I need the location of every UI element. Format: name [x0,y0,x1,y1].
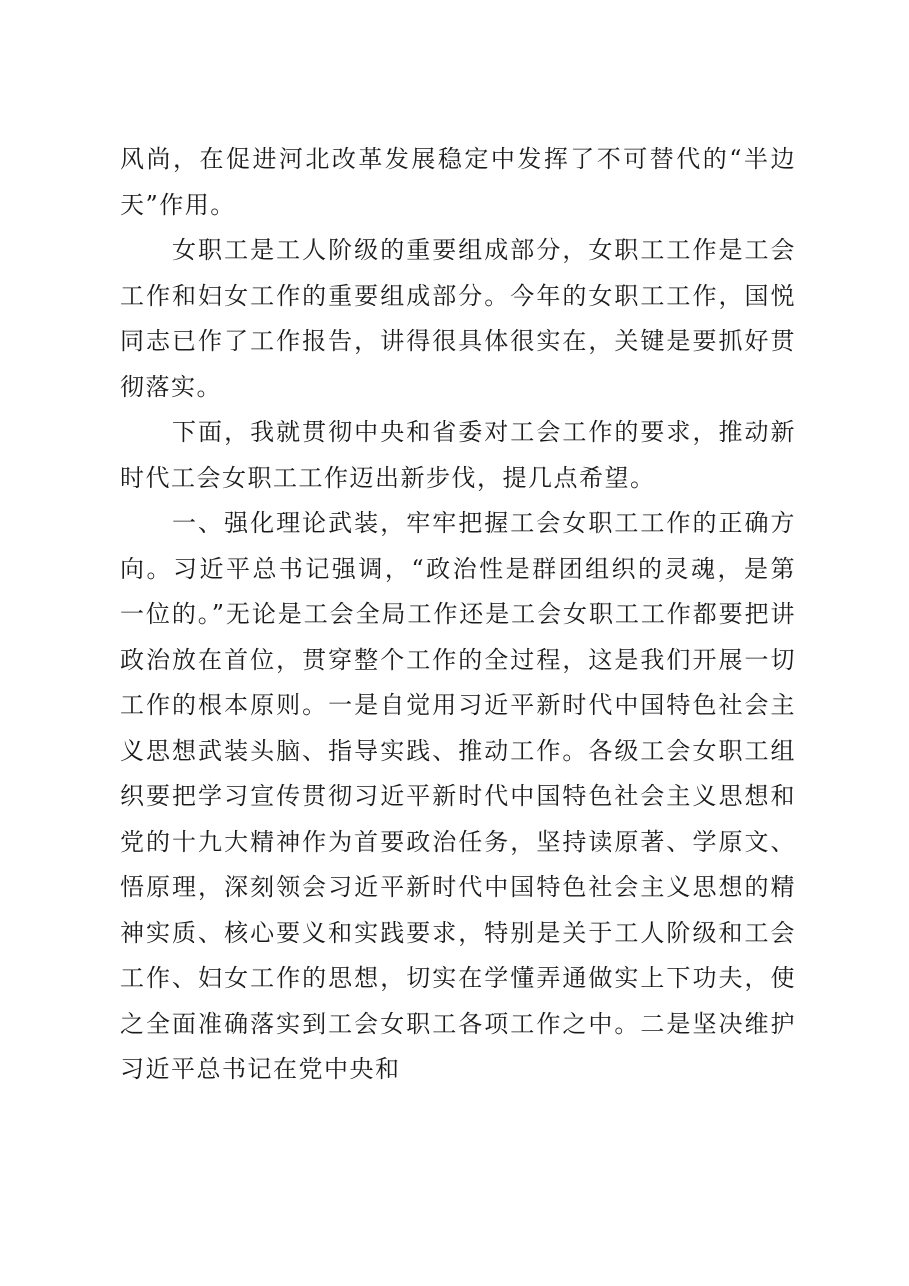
document-body [120,137,796,1093]
paragraph-3: 下面，我就贯彻中央和省委对工会工作的要求，推动新时代工会女职工工作迈出新步伐，提几点希望。 [120,418,796,492]
paragraph-4: 一、强化理论武装，牢牢把握工会女职工工作的正确方向。习近平总书记强调，“政治性是群团组织的灵魂，是第一位的。”无论是工会全局工作还是工会女职工工作都要把讲政治放在首位，贯穿整个工作的全过程，这是我们开展一切工作的根本原则。一是自觉用习近平新时代中国特色社会主义思想武装头脑、指导实践、推动工作。各级工会女职工组织要把学习宣传贯彻习近平新时代中国特色社会主义思想和党的十九大精神作为首要政治任务，坚持读原著、学原文、悟原理，深刻领会习近平新时代中国特色社会主义思想的精神实质、核心要义和实践要求，特别是关于工人阶级和工会工作、妇女工作的思想，切实在学懂弄通做实上下功夫，使之全面准确落实到工会女职工各项工作之中。二是坚决维护习近平总书记在党中央和 [120,509,796,1083]
paragraph-2: 女职工是工人阶级的重要组成部分，女职工工作是工会工作和妇女工作的重要组成部分。今年的女职工工作，国悦同志已作了工作报告，讲得很具体很实在，关键是要抓好贯彻落实。 [120,236,796,401]
paragraph-1: 风尚，在促进河北改革发展稳定中发挥了不可替代的“半边天”作用。 [120,145,796,219]
